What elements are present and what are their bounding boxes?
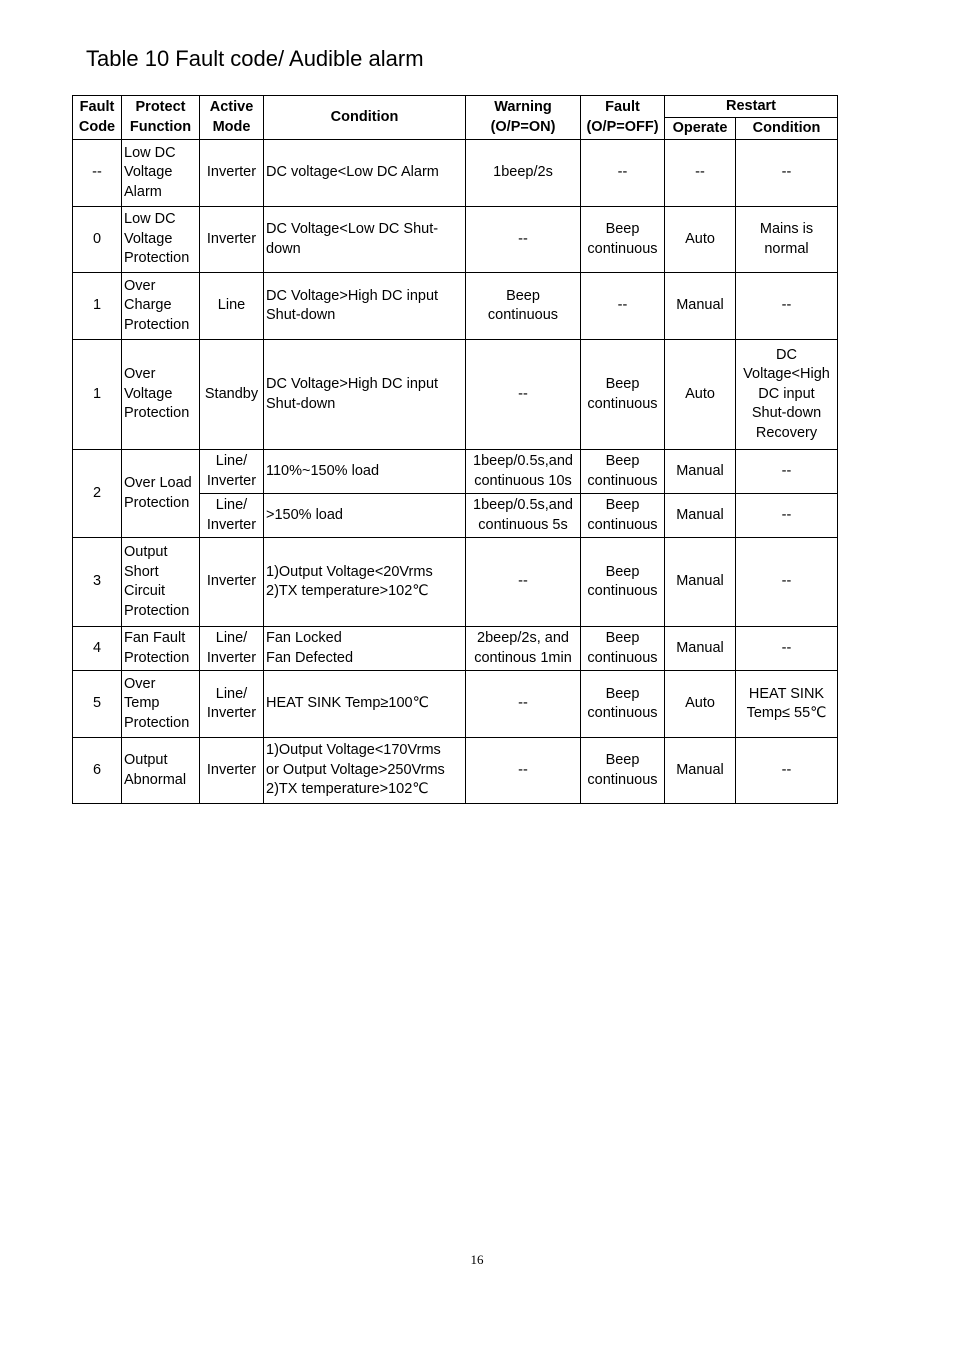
condition-cell: DC Voltage>High DC input Shut-down	[264, 340, 466, 450]
table-row	[73, 140, 838, 207]
restart-condition-cell: --	[736, 738, 838, 804]
warning-cell: 1beep/0.5s,and continuous 5s	[466, 494, 581, 538]
restart-operate-cell: Manual	[665, 273, 736, 340]
active-mode-cell: Line/ Inverter	[200, 494, 264, 538]
header-protect-function: Protect Function	[122, 96, 200, 140]
restart-condition-cell: Mains is normal	[736, 207, 838, 273]
restart-operate-cell: Manual	[665, 450, 736, 494]
warning-cell: 1beep/2s	[466, 140, 581, 207]
condition-cell: DC Voltage<Low DC Shut- down	[264, 207, 466, 273]
restart-operate-cell: --	[665, 140, 736, 207]
table-row	[73, 340, 838, 450]
fault-cell: Beep continuous	[581, 340, 665, 450]
warning-cell: --	[466, 671, 581, 738]
restart-condition-cell: --	[736, 538, 838, 627]
warning-cell: --	[466, 207, 581, 273]
warning-cell: --	[466, 738, 581, 804]
table-row	[73, 273, 838, 340]
table-row	[73, 450, 838, 494]
restart-operate-cell: Manual	[665, 538, 736, 627]
header-restart: Restart	[665, 96, 838, 118]
condition-cell: DC Voltage>High DC input Shut-down	[264, 273, 466, 340]
restart-operate-cell: Auto	[665, 340, 736, 450]
table-header	[73, 96, 838, 140]
fault-code-cell: 4	[73, 627, 122, 671]
restart-condition-cell: HEAT SINK Temp≤ 55℃	[736, 671, 838, 738]
warning-cell: Beep continuous	[466, 273, 581, 340]
active-mode-cell: Line/ Inverter	[200, 450, 264, 494]
fault-cell: Beep continuous	[581, 450, 665, 494]
protect-function-cell: Output Abnormal	[122, 738, 200, 804]
page-number: 16	[470, 1252, 484, 1267]
condition-cell: >150% load	[264, 494, 466, 538]
fault-cell: Beep continuous	[581, 671, 665, 738]
fault-cell: Beep continuous	[581, 207, 665, 273]
fault-code-cell: 6	[73, 738, 122, 804]
active-mode-cell: Inverter	[200, 207, 264, 273]
fault-code-cell: 3	[73, 538, 122, 627]
restart-condition-cell: --	[736, 140, 838, 207]
table-row	[73, 627, 838, 671]
table-row	[73, 207, 838, 273]
condition-cell: Fan Locked Fan Defected	[264, 627, 466, 671]
protect-function-cell: Low DC Voltage Protection	[122, 207, 200, 273]
fault-code-cell: 0	[73, 207, 122, 273]
protect-function-cell: Over Temp Protection	[122, 671, 200, 738]
active-mode-cell: Inverter	[200, 738, 264, 804]
header-warning: Warning (O/P=ON)	[466, 96, 581, 140]
active-mode-cell: Line/ Inverter	[200, 671, 264, 738]
condition-cell: 1)Output Voltage<20Vrms 2)TX temperature>102℃	[264, 538, 466, 627]
header-fault: Fault (O/P=OFF)	[581, 96, 665, 140]
table-row	[73, 738, 838, 804]
header-fault-code: Fault Code	[73, 96, 122, 140]
fault-code-table	[72, 95, 838, 804]
header-restart-condition: Condition	[736, 118, 838, 140]
warning-cell: 1beep/0.5s,and continuous 10s	[466, 450, 581, 494]
restart-operate-cell: Manual	[665, 738, 736, 804]
fault-cell: Beep continuous	[581, 538, 665, 627]
fault-code-cell: 2	[73, 450, 122, 538]
fault-cell: Beep continuous	[581, 627, 665, 671]
fault-code-cell: --	[73, 140, 122, 207]
protect-function-cell: Low DC Voltage Alarm	[122, 140, 200, 207]
restart-condition-cell: --	[736, 450, 838, 494]
fault-cell: --	[581, 273, 665, 340]
fault-cell: Beep continuous	[581, 738, 665, 804]
condition-cell: 1)Output Voltage<170Vrms or Output Voltage>250Vrms 2)TX temperature>102℃	[264, 738, 466, 804]
restart-condition-cell: DC Voltage<High DC input Shut-down Recovery	[736, 340, 838, 450]
fault-code-cell: 5	[73, 671, 122, 738]
condition-cell: HEAT SINK Temp≥100℃	[264, 671, 466, 738]
restart-operate-cell: Auto	[665, 207, 736, 273]
fault-cell: --	[581, 140, 665, 207]
table-row	[73, 671, 838, 738]
restart-condition-cell: --	[736, 273, 838, 340]
protect-function-cell: Output Short Circuit Protection	[122, 538, 200, 627]
active-mode-cell: Inverter	[200, 538, 264, 627]
header-restart-operate: Operate	[665, 118, 736, 140]
restart-operate-cell: Auto	[665, 671, 736, 738]
protect-function-cell: Over Load Protection	[122, 450, 200, 538]
condition-cell: 110%~150% load	[264, 450, 466, 494]
warning-cell: --	[466, 538, 581, 627]
table-title: Table 10 Fault code/ Audible alarm	[86, 46, 424, 71]
restart-condition-cell: --	[736, 627, 838, 671]
warning-cell: --	[466, 340, 581, 450]
table-body	[73, 140, 838, 804]
protect-function-cell: Fan Fault Protection	[122, 627, 200, 671]
restart-condition-cell: --	[736, 494, 838, 538]
active-mode-cell: Line/ Inverter	[200, 627, 264, 671]
fault-cell: Beep continuous	[581, 494, 665, 538]
active-mode-cell: Inverter	[200, 140, 264, 207]
protect-function-cell: Over Charge Protection	[122, 273, 200, 340]
restart-operate-cell: Manual	[665, 494, 736, 538]
fault-code-cell: 1	[73, 340, 122, 450]
warning-cell: 2beep/2s, and continous 1min	[466, 627, 581, 671]
active-mode-cell: Line	[200, 273, 264, 340]
table-row	[73, 538, 838, 627]
protect-function-cell: Over Voltage Protection	[122, 340, 200, 450]
condition-cell: DC voltage<Low DC Alarm	[264, 140, 466, 207]
fault-code-cell: 1	[73, 273, 122, 340]
header-active-mode: Active Mode	[200, 96, 264, 140]
active-mode-cell: Standby	[200, 340, 264, 450]
header-condition: Condition	[264, 96, 466, 140]
restart-operate-cell: Manual	[665, 627, 736, 671]
